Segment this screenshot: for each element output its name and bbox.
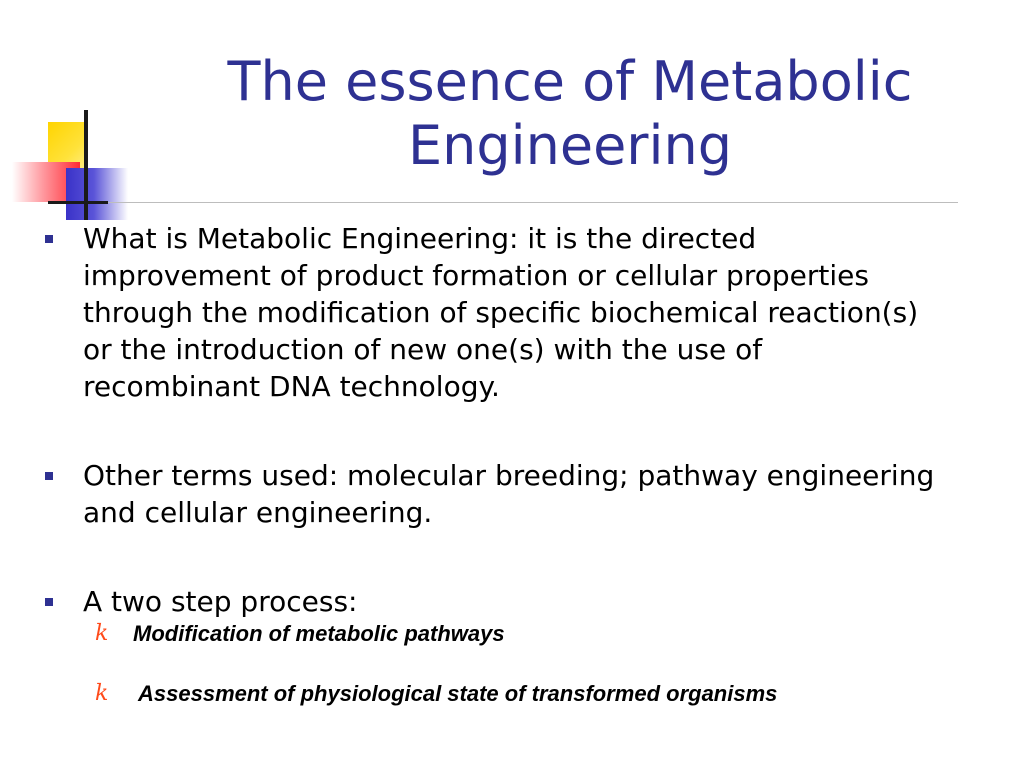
colored-squares-logo xyxy=(0,0,160,240)
title-divider-line xyxy=(48,202,958,203)
bullet-line: What is Metabolic Engineering: it is the directed xyxy=(83,222,757,255)
slide-title xyxy=(200,50,940,178)
bullet-item xyxy=(40,220,1010,405)
square-bullet-icon xyxy=(45,472,53,480)
square-bullet-icon xyxy=(45,598,53,606)
slide-title-line-2: Engineering xyxy=(408,114,732,177)
script-k-bullet-icon: k xyxy=(95,621,109,646)
bullet-line: Other terms used: molecular breeding; pathway engineering xyxy=(83,459,935,492)
logo-horizontal-line xyxy=(48,201,108,204)
bullet-line: recombinant DNA technology. xyxy=(83,370,500,403)
sub-bullet-item xyxy=(40,680,1010,708)
bullet-item xyxy=(40,583,1010,620)
slide-content xyxy=(40,220,1010,708)
script-k-bullet-icon: k xyxy=(95,681,109,706)
slide-title-line-1: The essence of Metabolic xyxy=(227,50,913,113)
bullet-line: A two step process: xyxy=(83,585,358,618)
bullet-line: or the introduction of new one(s) with the use of xyxy=(83,333,763,366)
sub-bullet-text: Modification of metabolic pathways xyxy=(133,621,505,646)
square-bullet-icon xyxy=(45,235,53,243)
bullet-line: through the modification of specific biochemical reaction(s) xyxy=(83,296,919,329)
bullet-line: improvement of product formation or cellular properties xyxy=(83,259,869,292)
blue-square xyxy=(66,168,128,220)
bullet-item xyxy=(40,457,1010,531)
sub-bullet-item xyxy=(40,620,1010,648)
bullet-line: and cellular engineering. xyxy=(83,496,433,529)
sub-bullet-text: Assessment of physiological state of transformed organisms xyxy=(138,681,778,706)
